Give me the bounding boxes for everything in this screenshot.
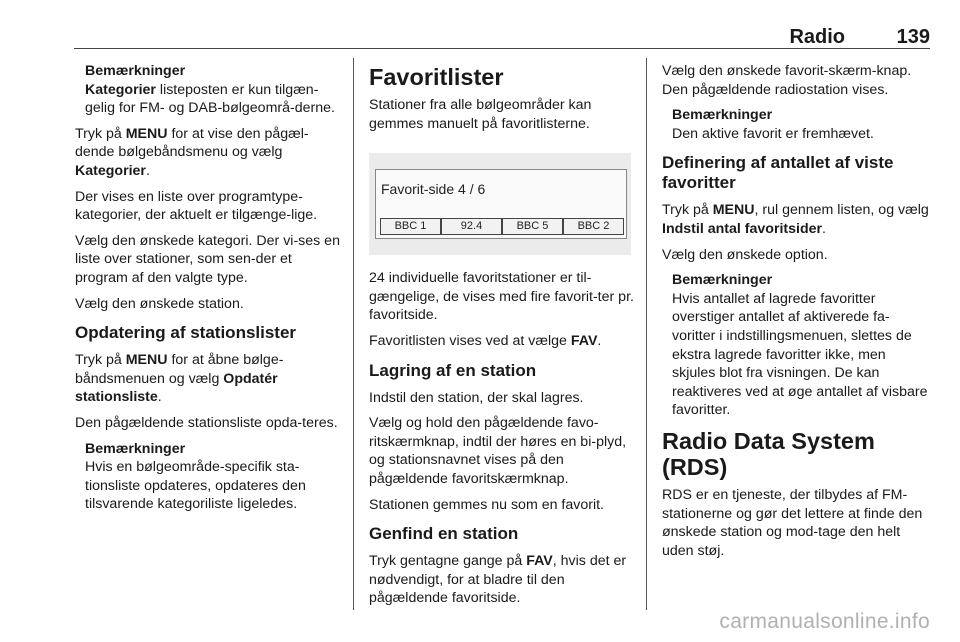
paragraph: 24 individuelle favoritstationer er til-gængelige, de vises med fire favorit-ter pr. favoritside. (369, 270, 634, 324)
heading-store-station: Lagring af en station (369, 360, 537, 380)
paragraph: Favoritlisten vises ved at vælge FAV. (369, 332, 602, 349)
keyword: MENU (125, 125, 168, 142)
favorites-screen-figure (369, 153, 631, 255)
column-1 (75, 62, 345, 521)
note-text: Den aktive favorit er fremhævet. (672, 125, 874, 142)
heading-rds: Radio Data System (RDS) (662, 427, 875, 480)
heading-define-favorites-count: Definering af antallet af viste favoritter (662, 153, 894, 193)
keyword: Kategorier (75, 162, 146, 179)
paragraph: Tryk på MENU, rul gennem listen, og vælg Indstil antal favoritsider. (662, 202, 929, 237)
note-box (672, 271, 932, 420)
note-text: listeposten er kun tilgæn-gelig for FM- og DAB-bølgeområ-derne. (85, 81, 335, 117)
column-3 (662, 62, 932, 567)
heading-recall-station: Genfind en station (369, 524, 519, 544)
paragraph: Der vises en liste over programtype-kategorier, der aktuelt er tilgænge-lige. (75, 188, 318, 224)
note-box (672, 106, 932, 143)
header-rule (74, 48, 930, 49)
note-title: Bemærkninger (672, 272, 773, 289)
keyword: FAV (526, 553, 553, 570)
column-2 (369, 62, 639, 615)
paragraph: Tryk gentagne gange på FAV, hvis det er nødvendigt, for at bladre til den pågældende favoritside. (369, 553, 627, 607)
note-text: Hvis en bølgeområde-specifik sta-tionsliste opdateres, opdateres den tilsvarende kategoriliste ligeledes. (85, 459, 306, 513)
favorite-buttons-row (380, 218, 624, 235)
paragraph: Den pågældende stationsliste opda-teres. (75, 414, 338, 431)
keyword: MENU (125, 352, 168, 369)
radio-display (375, 169, 627, 239)
note-text: Hvis antallet af lagrede favoritter overstiger antallet af aktiverede fa-voritter i indstillingsmenuen, slettes de ekstra lagrede favoritter ikke, men skjules blot fra visningen. De kan reaktiveres ved at øge antallet af visbare favoritter. (672, 290, 928, 419)
note-box (85, 62, 345, 118)
note-keyword: Kategorier (85, 81, 156, 98)
favorite-button-1: BBC 1 (380, 218, 441, 235)
paragraph: Vælg den ønskede option. (662, 246, 828, 263)
note-box (85, 440, 345, 514)
section-title: Radio (789, 26, 845, 48)
paragraph: RDS er en tjeneste, der tilbydes af FM-stationerne og gør det lettere at finde den ønskede station og mod-tage den helt uden støj. (662, 486, 923, 559)
favorite-button-3: BBC 5 (502, 218, 563, 235)
note-title: Bemærkninger (85, 63, 186, 79)
paragraph: Vælg og hold den pågældende favo-ritskærmknap, indtil der høres en bi-plyd, og stationsnavnet vises på den pågældende favoritskærmknap. (369, 415, 627, 487)
paragraph: Vælg den ønskede favorit-skærm-knap. Den pågældende radiostation vises. (662, 63, 912, 98)
favorite-button-4: BBC 2 (563, 218, 624, 235)
page-number: 139 (896, 26, 930, 48)
column-divider (646, 58, 647, 610)
watermark: carmanualsonline.info (719, 610, 930, 633)
heading-update-station-lists: Opdatering af stationslister (75, 323, 297, 343)
keyword: MENU (712, 202, 755, 219)
paragraph: Stationer fra alle bølgeområder kan gemmes manuelt på favoritlisterne. (369, 97, 592, 132)
keyword: FAV (570, 332, 598, 349)
note-title: Bemærkninger (85, 440, 186, 457)
paragraph: Vælg den ønskede kategori. Der vi-ses en liste over stationer, som sen-der et program af den valgte type. (75, 232, 340, 286)
paragraph: Stationen gemmes nu som en favorit. (369, 496, 605, 513)
paragraph: Vælg den ønskede station. (75, 295, 244, 312)
paragraph: Tryk på MENU for at åbne bølge-båndsmenuen og vælg Opdatér stationsliste. (75, 352, 284, 406)
note-title: Bemærkninger (672, 107, 773, 124)
paragraph: Indstil den station, der skal lagres. (369, 389, 584, 406)
favorite-button-2: 92.4 (441, 218, 502, 235)
keyword: Opdatér stationsliste (75, 370, 278, 406)
column-divider (353, 58, 354, 610)
paragraph: Tryk på MENU for at vise den pågæl-dende bølgebåndsmenu og vælg Kategorier. (75, 125, 309, 179)
heading-favorite-lists: Favoritlister (369, 64, 504, 90)
favorite-page-title: Favorit-side 4 / 6 (381, 181, 486, 198)
keyword: Indstil antal favoritsider (662, 220, 823, 237)
